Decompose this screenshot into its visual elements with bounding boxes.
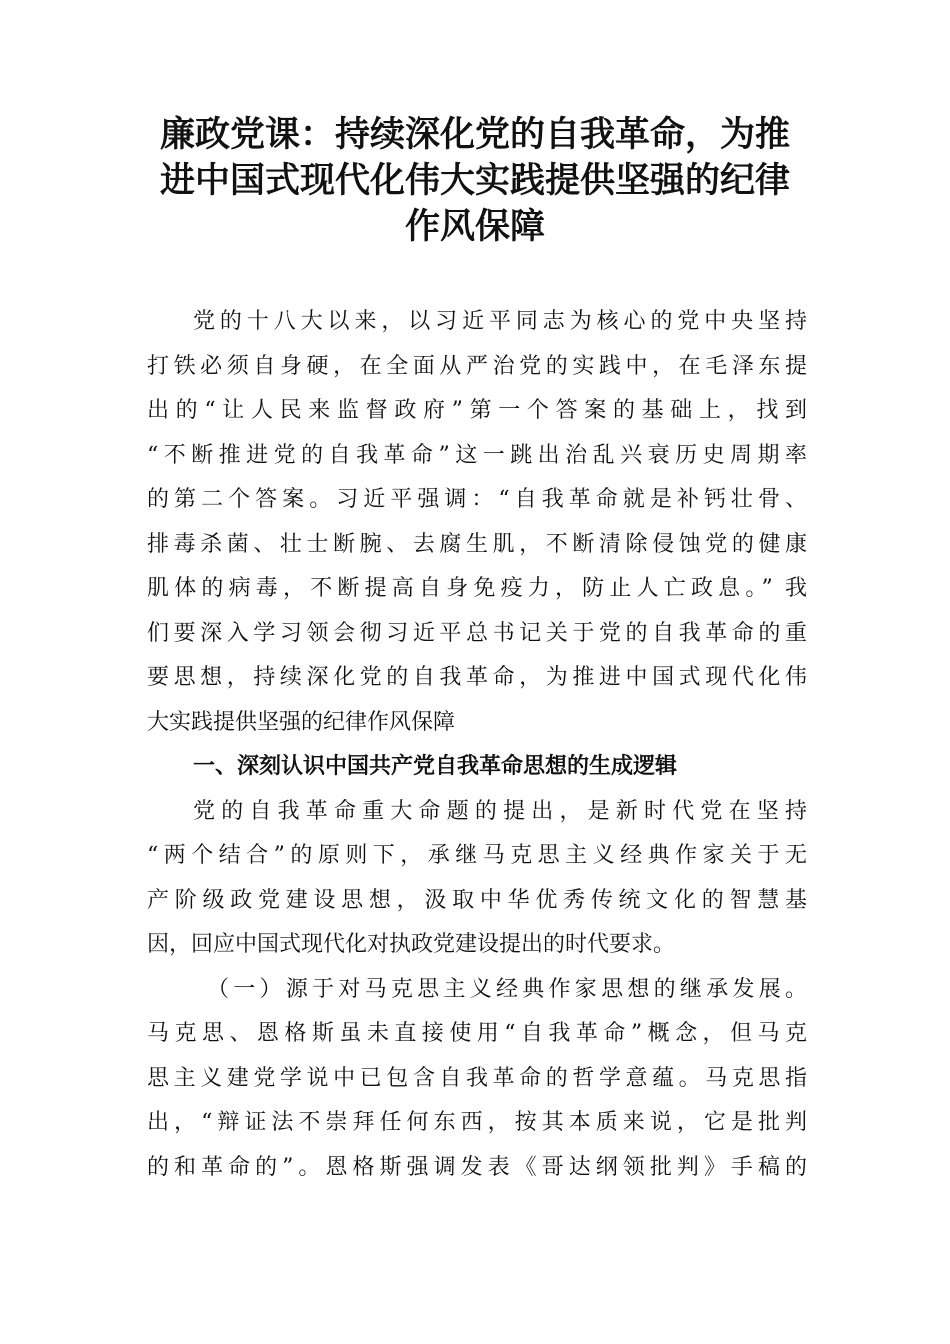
text-line: 的和革命的”。恩格斯强调发表《哥达纲领批判》手稿的 (147, 1154, 807, 1180)
subsection-paragraph (147, 968, 807, 1191)
text-line: 马克思、恩格斯虽未直接使用“自我革命”概念，但马克 (147, 1021, 807, 1046)
text-line: 党的自我革命重大命题的提出，是新时代党在坚持 (193, 798, 807, 824)
text-line: 要思想，持续深化党的自我革命，为推进中国式现代化伟 (147, 665, 807, 690)
text-line: 因，回应中国式现代化对执政党建设提出的时代要求。 (147, 932, 676, 957)
text-line: 思主义建党学说中已包含自我革命的哲学意蕴。马克思指 (147, 1065, 807, 1091)
document-title (140, 112, 810, 250)
text-line: 肌体的病毒，不断提高自身免疫力，防止人亡政息。” 我 (147, 576, 807, 601)
text-line: 大实践提供坚强的纪律作风保障 (147, 709, 456, 735)
text-line: 产阶级政党建设思想，汲取中华优秀传统文化的智慧基 (147, 887, 807, 913)
text-line: “不断推进党的自我革命”这一跳出治乱兴衰历史周期率 (147, 442, 807, 468)
title-line: 进中国式现代化伟大实践提供坚强的纪律 (159, 160, 790, 201)
text-line: 出，“辩证法不崇拜任何东西，按其本质来说，它是批判 (147, 1110, 807, 1135)
text-line: 的第二个答案。习近平强调：“自我革命就是补钙壮骨、 (147, 487, 807, 512)
text-line: 出的“让人民来监督政府”第一个答案的基础上，找到 (147, 398, 807, 423)
intro-paragraph (147, 300, 807, 745)
document-body (147, 300, 807, 1190)
title-line: 廉政党课：持续深化党的自我革命，为推 (159, 114, 790, 155)
section-heading: 一、深刻认识中国共产党自我革命思想的生成逻辑 (193, 754, 678, 779)
text-line: （一）源于对马克思主义经典作家思想的继承发展。 (207, 976, 807, 1002)
title-line: 作风保障 (404, 206, 545, 247)
text-line: 排毒杀菌、壮士断腕、去腐生肌，不断清除侵蚀党的健康 (147, 531, 807, 557)
text-line: “两个结合”的原则下，承继马克思主义经典作家关于无 (147, 843, 807, 868)
text-line: 打铁必须自身硬，在全面从严治党的实践中，在毛泽东提 (147, 353, 807, 379)
text-line: 们要深入学习领会彻习近平总书记关于党的自我革命的重 (147, 620, 807, 646)
section-paragraph (147, 790, 807, 968)
text-line: 党的十八大以来，以习近平同志为核心的党中央坚持 (193, 309, 807, 334)
